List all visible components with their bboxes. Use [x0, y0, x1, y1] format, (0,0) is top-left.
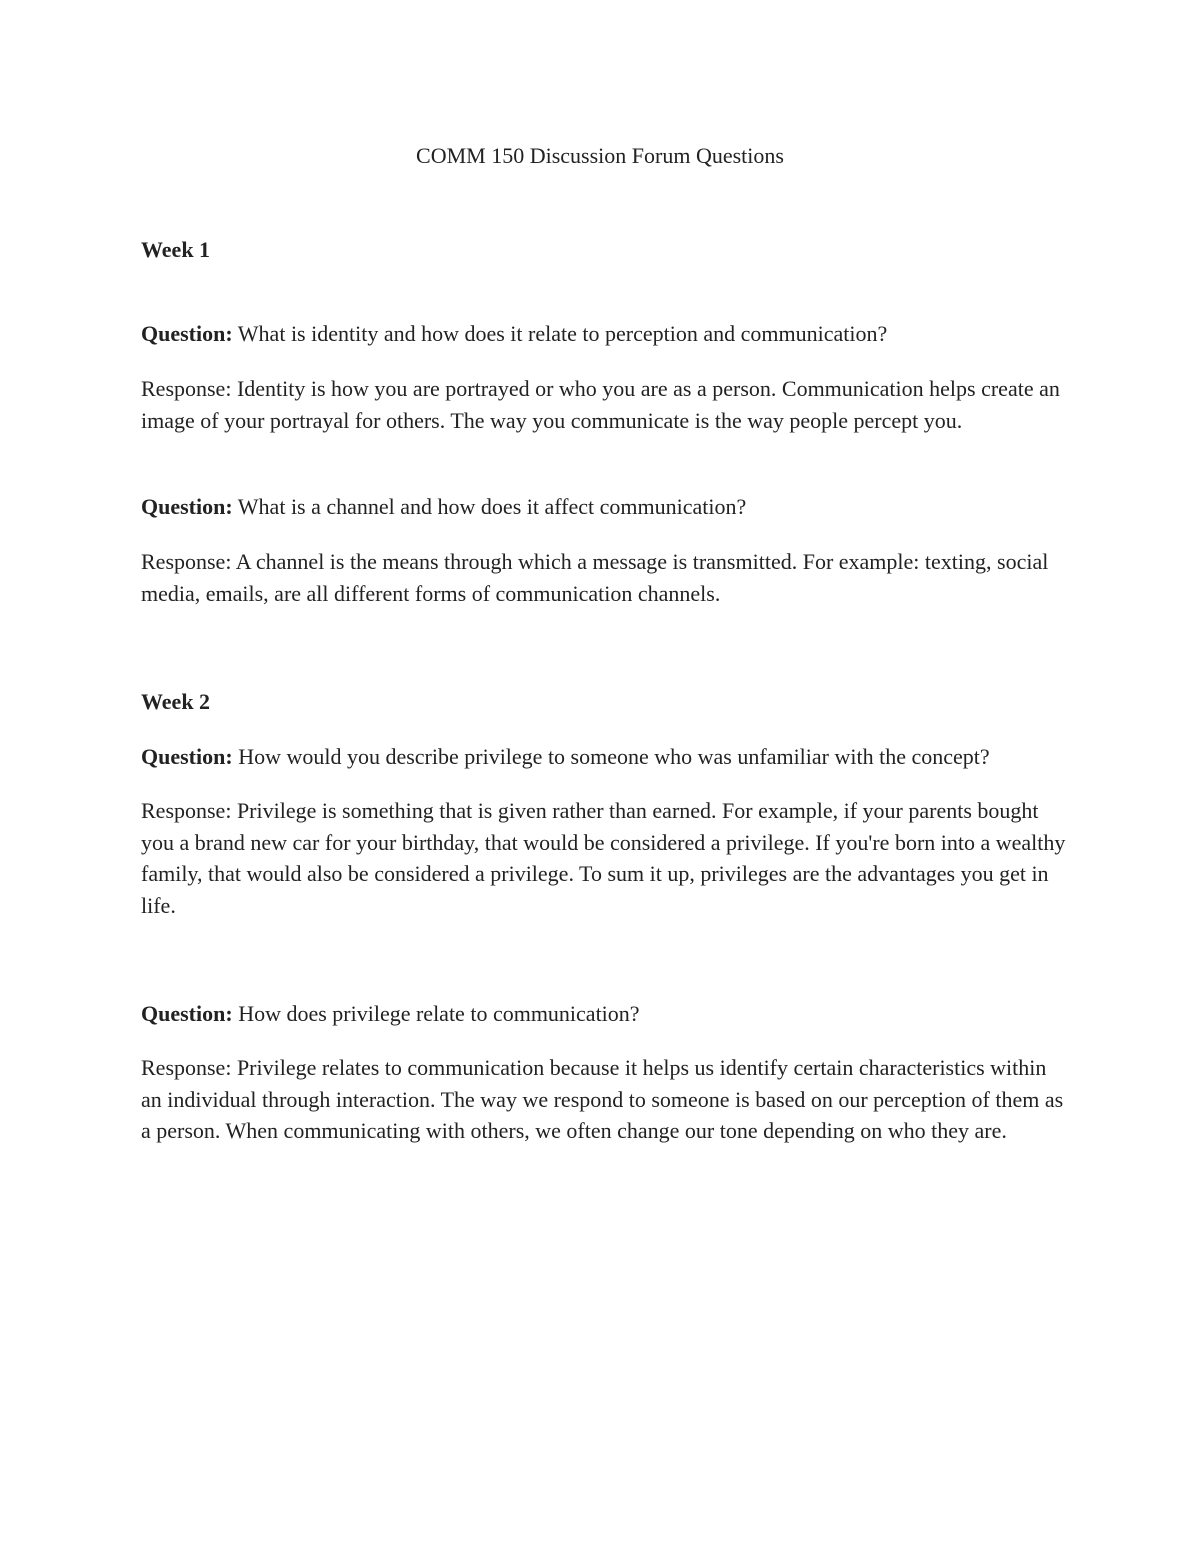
week-1-question-2 — [141, 491, 1066, 523]
question-label: Question: — [141, 744, 233, 769]
question-label: Question: — [141, 1001, 233, 1026]
week-2-question-2 — [141, 998, 1066, 1030]
week-2-question-1 — [141, 741, 1066, 773]
question-text: How would you describe privilege to someone who was unfamiliar with the concept? — [238, 744, 990, 769]
week-2-response-1: Response: Privilege is something that is given rather than earned. For example, if your parents bought you a brand new car for your birthday, that would be considered a privilege. If you're born into a wealthy family, that would also be considered a privilege. To sum it up, privileges are the advantages you get in life. — [141, 798, 1066, 918]
question-label: Question: — [141, 321, 233, 346]
week-1-response-1: Response: Identity is how you are portrayed or who you are as a person. Communication helps create an image of your portrayal for others. The way you communicate is the way people percept you. — [141, 376, 1060, 433]
week-2-heading: Week 2 — [141, 689, 211, 714]
week-1-question-1 — [141, 318, 1066, 350]
week-2-response-2: Response: Privilege relates to communication because it helps us identify certain characteristics within an individual through interaction. The way we respond to someone is based on our perception of them as a person. When communicating with others, we often change our tone depending on who they are. — [141, 1055, 1064, 1143]
question-text: How does privilege relate to communication? — [238, 1001, 640, 1026]
week-1-response-2: Response: A channel is the means through which a message is transmitted. For example: texting, social media, emails, are all different forms of communication channels. — [141, 549, 1049, 606]
question-text: What is identity and how does it relate to perception and communication? — [237, 321, 888, 346]
week-1-heading: Week 1 — [141, 237, 211, 262]
question-text: What is a channel and how does it affect communication? — [237, 494, 747, 519]
question-label: Question: — [141, 494, 233, 519]
document-title: COMM 150 Discussion Forum Questions — [416, 143, 784, 168]
